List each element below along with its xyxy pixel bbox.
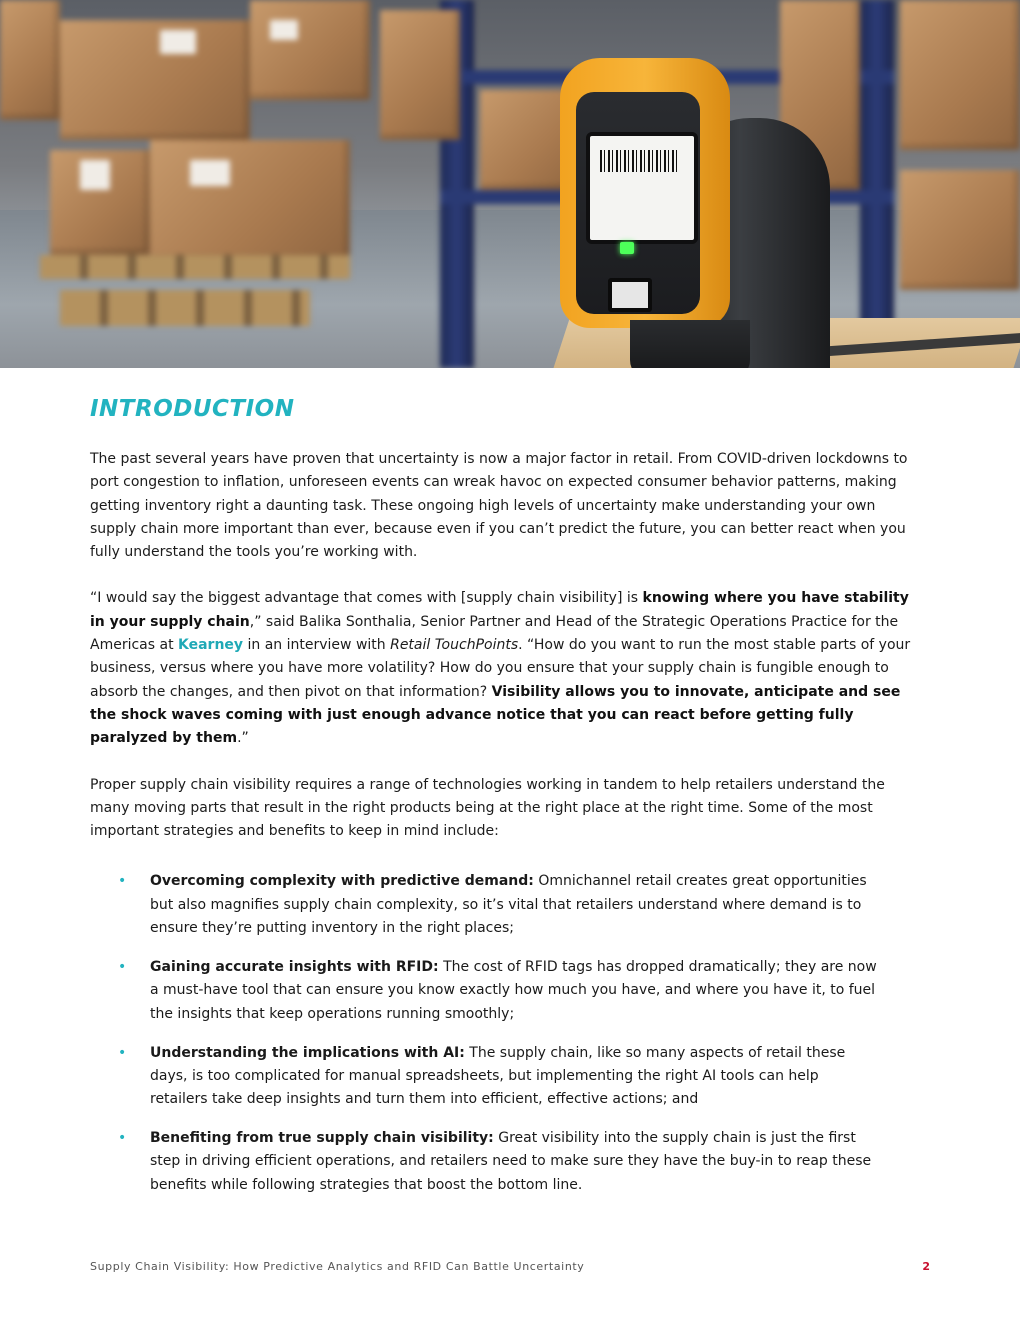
list-item-text: Omnichannel retail creates great opportunities but also magnifies supply chain complexity, so it’s vital that retailers understand where demand is to ensure they’re putting inventory in the right places;: [150, 873, 867, 937]
quote-text: ,” said Balika Sonthalia, Senior Partner and Head of the Strategic Operations Practice for the Americas at: [90, 613, 899, 654]
list-item: [90, 1127, 880, 1197]
barcode-scanner-illustration: [560, 58, 830, 368]
list-item-title: Gaining accurate insights with RFID:: [150, 959, 439, 976]
quote-text: . “How do you want to run the most stable parts of your business, versus where you have more volatility? How do you ensure that your supply chain is fungible enough to absorb the changes, and then pivot on that information?: [90, 637, 911, 700]
quote-text: .”: [237, 730, 249, 747]
quote-text: “I would say the biggest advantage that comes with [supply chain visibility] is: [90, 590, 643, 607]
bullet-icon: •: [118, 959, 127, 976]
section-heading: INTRODUCTION: [90, 396, 295, 422]
list-item-title: Benefiting from true supply chain visibility:: [150, 1130, 494, 1147]
quote-text: in an interview with: [243, 637, 391, 654]
footer-title: Supply Chain Visibility: How Predictive Analytics and RFID Can Battle Uncertainty: [90, 1260, 585, 1273]
quote-paragraph: [90, 587, 920, 750]
hero-image: [0, 0, 1020, 368]
strategies-paragraph: Proper supply chain visibility requires a range of technologies working in tandem to help retailers understand the many moving parts that result in the right products being at the right place at the right time. Some of the most important strategies and benefits to keep in mind include:: [90, 776, 885, 840]
list-item-text: Great visibility into the supply chain is just the first step in driving efficient operations, and retailers need to make sure they have the buy-in to reap these benefits while following strategies that boost the bottom line.: [150, 1130, 872, 1193]
list-item: [90, 870, 880, 940]
page-number: 2: [922, 1260, 930, 1273]
list-item-title: Overcoming complexity with predictive demand:: [150, 873, 534, 890]
benefits-list: [90, 870, 920, 1197]
barcode-icon: [600, 150, 678, 172]
bullet-icon: •: [118, 1044, 127, 1061]
quote-emphasis: knowing where you have stability in your supply chain: [90, 590, 909, 630]
quote-emphasis: Visibility allows you to innovate, anticipate and see the shock waves coming with just enough advance notice that you can react before getting fully paralyzed by them: [90, 683, 901, 747]
article-body: [90, 396, 920, 1213]
publication-name: Retail TouchPoints: [390, 637, 519, 654]
intro-paragraph: The past several years have proven that uncertainty is now a major factor in retail. From COVID-driven lockdowns to port congestion to inflation, unforeseen events can wreak havoc on expected consumer behavior patterns, making getting inventory right a daunting task. These ongoing high levels of uncertainty make understanding your own supply chain more important than ever, because even if you can’t predict the future, you can better react when you fully understand the tools you’re working with.: [90, 451, 908, 561]
bullet-icon: •: [118, 1130, 127, 1147]
list-item: [90, 956, 880, 1026]
list-item-text: The cost of RFID tags has dropped dramatically; they are now a must-have tool that can ensure you know exactly how much you have, and where you have it, to fuel the insights that keep operations running smoothly;: [150, 959, 877, 1022]
kearney-link[interactable]: Kearney: [178, 637, 244, 654]
list-item: [90, 1042, 880, 1112]
bullet-icon: •: [118, 873, 127, 890]
list-item-text: The supply chain, like so many aspects of retail these days, is too complicated for manual spreadsheets, but implementing the right AI tools can help retailers take deep insights and turn them into efficient, effective actions; and: [150, 1044, 846, 1108]
list-item-title: Understanding the implications with AI:: [150, 1044, 465, 1061]
